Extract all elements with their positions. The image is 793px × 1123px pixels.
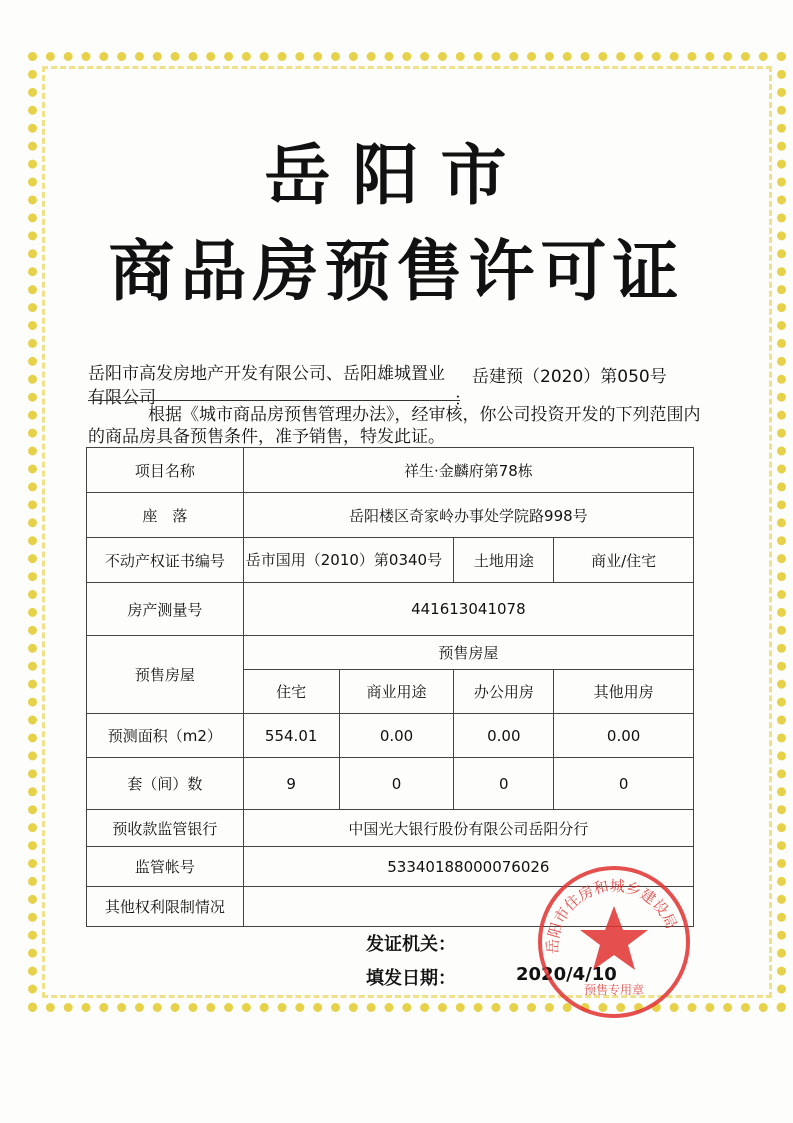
presale-header: 预售房屋	[243, 636, 693, 670]
survey-value: 441613041078	[243, 583, 693, 636]
account-label: 监管帐号	[87, 847, 244, 887]
column-header: 住宅	[243, 670, 339, 714]
project-name-value: 祥生·金麟府第78栋	[243, 448, 693, 493]
table-row	[87, 583, 694, 636]
area-label: 预测面积（m2）	[87, 714, 244, 758]
table-row	[87, 636, 694, 670]
column-header: 其他用房	[554, 670, 694, 714]
title-certificate: 商品房预售许可证	[108, 233, 685, 310]
units-value: 0	[454, 758, 554, 810]
issue-date: 2020/4/10	[516, 964, 617, 985]
location-label: 座 落	[87, 493, 244, 538]
cert-value: 岳市国用（2010）第0340号	[243, 538, 454, 583]
land-use-label: 土地用途	[454, 538, 554, 583]
issuer-label: 发证机关：	[366, 934, 456, 955]
units-value: 0	[339, 758, 454, 810]
holder-colon: ：	[454, 390, 471, 410]
table-row	[87, 493, 694, 538]
land-use-value: 商业/住宅	[554, 538, 694, 583]
bank-value: 中国光大银行股份有限公司岳阳分行	[243, 810, 693, 847]
area-value: 0.00	[454, 714, 554, 758]
declaration-body: 根据《城市商品房预售管理办法》，经审核，你公司投资开发的下列范围内的商品房具备预售条件，准予销售，特发此证。	[88, 405, 701, 447]
area-value: 554.01	[243, 714, 339, 758]
units-value: 9	[243, 758, 339, 810]
presale-table	[86, 447, 694, 927]
column-header: 办公用房	[454, 670, 554, 714]
holder-underline	[88, 400, 460, 401]
area-value: 0.00	[554, 714, 694, 758]
units-value: 0	[554, 758, 694, 810]
permit-number: 岳建预（2020）第050号	[472, 367, 667, 387]
bank-label: 预收款监管银行	[87, 810, 244, 847]
date-label: 填发日期：	[366, 968, 456, 989]
account-value: 53340188000076026	[243, 847, 693, 887]
table-row	[87, 758, 694, 810]
official-seal	[534, 862, 694, 1022]
other-label: 其他权利限制情况	[87, 887, 244, 927]
area-value: 0.00	[339, 714, 454, 758]
title-city: 岳阳市	[264, 137, 529, 214]
project-name-label: 项目名称	[87, 448, 244, 493]
table-row	[87, 538, 694, 583]
units-label: 套（间）数	[87, 758, 244, 810]
svg-text:岳阳市住房和城乡建设局: 岳阳市住房和城乡建设局	[543, 876, 681, 955]
holder-name: 岳阳市高发房地产开发有限公司、岳阳雄城置业有限公司	[88, 364, 445, 408]
table-row	[87, 810, 694, 847]
table-row	[87, 714, 694, 758]
survey-label: 房产测量号	[87, 583, 244, 636]
cert-label: 不动产权证书编号	[87, 538, 244, 583]
declaration-text	[88, 404, 708, 448]
location-value: 岳阳楼区奇家岭办事处学院路998号	[243, 493, 693, 538]
table-row	[87, 448, 694, 493]
presale-label: 预售房屋	[87, 636, 244, 714]
column-header: 商业用途	[339, 670, 454, 714]
svg-text:预售专用章: 预售专用章	[583, 983, 645, 997]
